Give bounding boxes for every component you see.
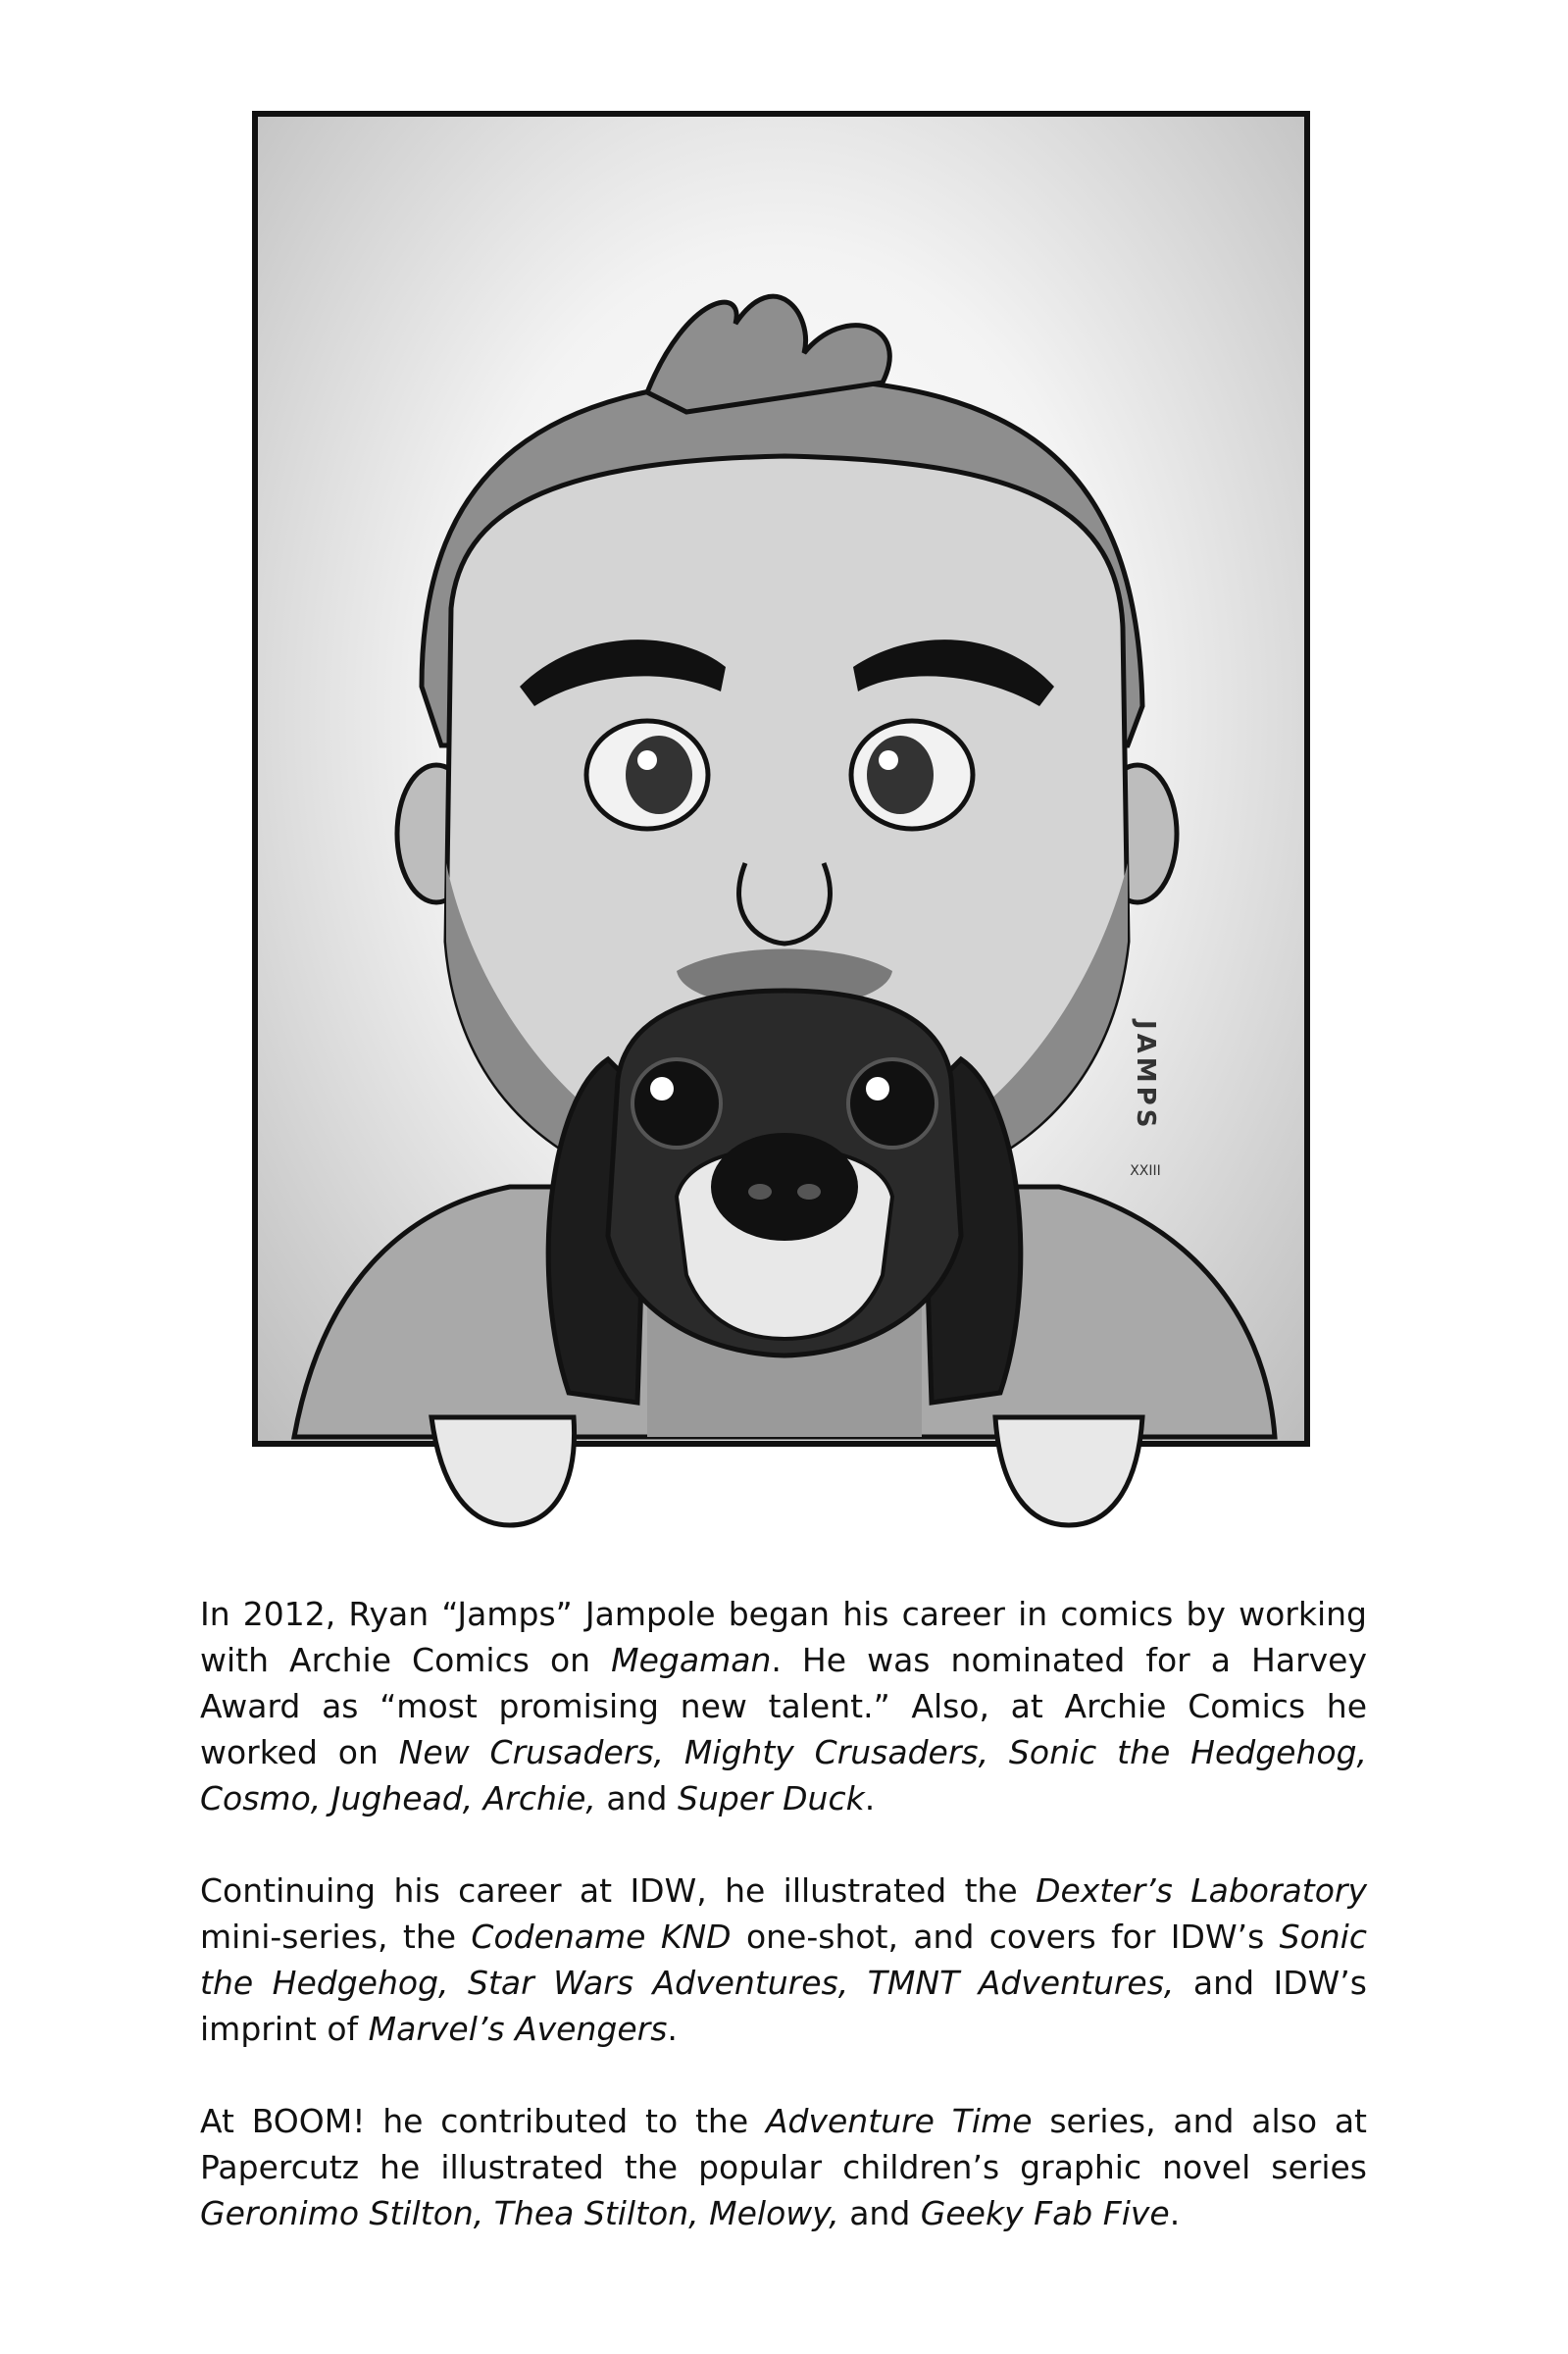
dog-left-eye xyxy=(632,1059,721,1148)
artist-signature-year: XXIII xyxy=(1130,1163,1161,1179)
dog-nose xyxy=(711,1133,858,1241)
dog-left-paw xyxy=(431,1417,575,1525)
bio-paragraph-1: In 2012, Ryan “Jamps” Jampole began his career in comics by working with Archie Comics on Megaman. He was nominated for a Harvey Award as “most promising new talent.” Also, at Archie Comics he worked on New Crusaders, Mighty Crusaders, Sonic the Hedgehog, Cosmo, Jughead, Archie, and Super Duck. xyxy=(200,1595,1368,1817)
bio-paragraph-3: At BOOM! he contributed to the Adventure Time series, and also at Papercutz he illustrated the popular children’s graphic novel series Geronimo Stilton, Thea Stilton, Melowy, and Geeky Fab Five. xyxy=(200,2102,1367,2232)
dog-right-eye xyxy=(848,1059,936,1148)
artist-signature: JAMPS xyxy=(1131,1020,1160,1132)
bio-paragraph-2: Continuing his career at IDW, he illustrated the Dexter’s Laboratory mini-series, the Codename KND one-shot, and covers for IDW’s Sonic the Hedgehog, Star Wars Adventures, TMNT Adventures, and IDW’s imprint of Marvel’s Avengers. xyxy=(200,1871,1367,2048)
bio-text xyxy=(200,1591,1367,2282)
dog-right-paw xyxy=(995,1417,1142,1525)
